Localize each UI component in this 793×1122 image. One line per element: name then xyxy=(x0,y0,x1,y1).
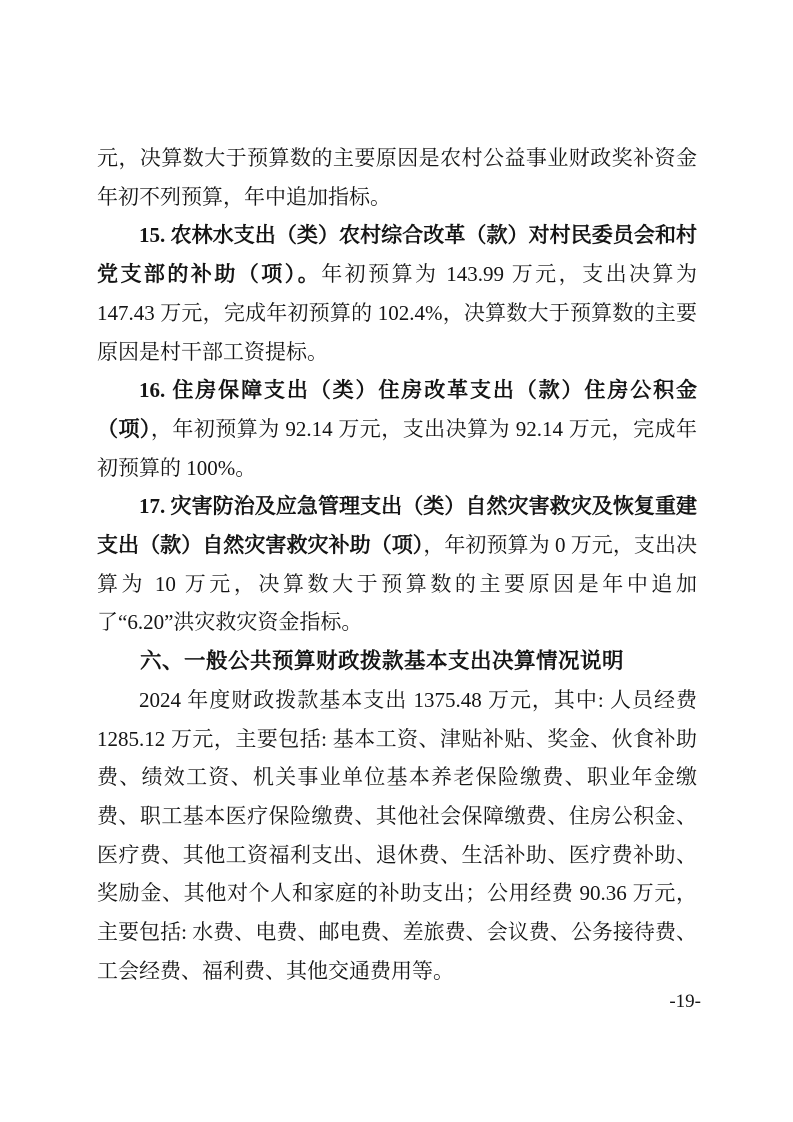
paragraph-item-15 xyxy=(97,216,697,371)
paragraph-basic-expenditure xyxy=(97,681,697,991)
item-16-body: ，年初预算为 92.14 万元，支出决算为 92.14 万元，完成年初预算的 100%。 xyxy=(97,416,698,480)
item-17-heading: 17. 灾害防治及应急管理支出（类）自然灾害救灾及恢复重建支出（款）自然灾害救灾补助（项） xyxy=(97,494,697,558)
item-15-heading: 15. 农林水支出（类）农村综合改革（款）对村民委员会和村党支部的补助（项）。 xyxy=(97,223,697,287)
item-17-body: ，年初预算为 0 万元，支出决算为 10 万元，决算数大于预算数的主要原因是年中追加了“6.20”洪灾救灾资金指标。 xyxy=(97,533,697,635)
document-body xyxy=(97,139,697,990)
section-heading-text: 六、一般公共预算财政拨款基本支出决算情况说明 xyxy=(140,649,625,674)
page-number: -19- xyxy=(669,991,701,1012)
paragraph-item-16 xyxy=(97,371,697,487)
body-text: 元，决算数大于预算数的主要原因是农村公益事业财政奖补资金年初不列预算，年中追加指标。 xyxy=(97,146,697,209)
item-16-heading: 16. 住房保障支出（类）住房改革支出（款）住房公积金（项） xyxy=(97,378,697,441)
basic-expenditure-text: 2024 年度财政拨款基本支出 1375.48 万元，其中: 人员经费 1285.12 万元，主要包括: 基本工资、津贴补贴、奖金、伙食补助费、绩效工资、机关事业单位基本养老保险缴费、职业年金缴费、职工基本医疗保险缴费、其他社会保障缴费、住房公积金、医疗费、其他工资福利支出、退休费、生活补助、医疗费补助、奖励金、其他对个人和家庭的补助支出；公用经费 90.36 万元，主要包括: 水费、电费、邮电费、差旅费、会议费、公务接待费、工会经费、福利费、其他交通费用等。 xyxy=(97,687,697,983)
paragraph-item14-continuation xyxy=(97,139,697,216)
item-15-body: 年初预算为 143.99 万元，支出决算为 147.43 万元，完成年初预算的 102.4%，决算数大于预算数的主要原因是村干部工资提标。 xyxy=(97,262,697,364)
section-heading-six xyxy=(97,642,697,681)
paragraph-item-17 xyxy=(97,487,697,642)
